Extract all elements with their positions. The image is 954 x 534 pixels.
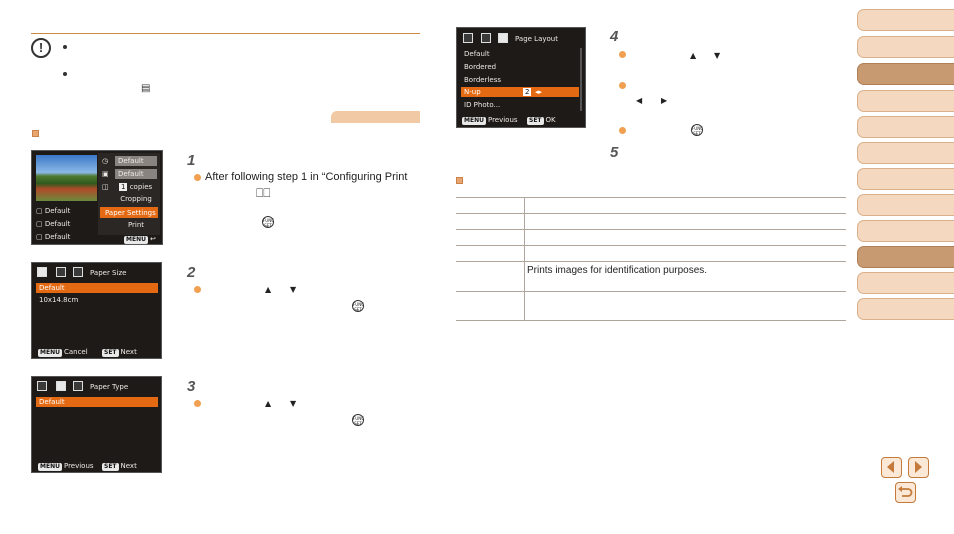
left-arrow-icon: ◀	[636, 96, 643, 105]
step-number-1: 1	[187, 152, 196, 169]
paper-size-tab-icon	[463, 33, 473, 43]
chapter-tab-8[interactable]	[857, 194, 954, 216]
step1-text: After following step 1 in “Configuring Print	[205, 171, 408, 183]
step4-bullet-2	[619, 82, 626, 89]
step-number-4: 4	[610, 28, 619, 45]
date-icon: ◷	[102, 157, 109, 165]
caution-icon: !	[31, 38, 51, 58]
menu-key: MENU	[40, 463, 60, 470]
func-set-icon: FUNC SET	[263, 218, 275, 228]
step3-bullet	[194, 400, 201, 407]
step-number-5: 5	[610, 144, 619, 161]
menu-back-key: MENU ↩	[126, 235, 156, 243]
chapter-tab-4[interactable]	[857, 90, 954, 112]
footer-next[interactable]	[102, 348, 137, 357]
option-n-up[interactable]	[461, 87, 579, 97]
up-arrow-icon: ▲	[690, 51, 697, 60]
footer-ok[interactable]	[527, 116, 556, 125]
left-setting-2: ▢ Default	[36, 220, 71, 228]
caution-bullet-1	[63, 45, 67, 49]
chevron-right-icon	[909, 458, 927, 476]
caution-rule	[31, 33, 420, 34]
footer-next[interactable]	[102, 462, 137, 471]
menu-key: MENU	[40, 349, 60, 356]
camera-screen-page-layout	[456, 27, 586, 128]
table-column-divider	[524, 197, 525, 320]
set-key: SET	[104, 349, 117, 356]
menu-paper-settings[interactable]	[100, 207, 158, 218]
n-up-value: 2	[525, 88, 530, 96]
table-rule-top	[456, 197, 846, 198]
step-number-3: 3	[187, 378, 196, 395]
table-row-id-photo-desc: Prints images for identification purposes.	[527, 265, 708, 276]
func-set-icon-2: FUNC SET	[353, 302, 365, 312]
paper-type-tab-icon	[481, 33, 491, 43]
chapter-tab-5[interactable]	[857, 116, 954, 138]
page-layout-tab-icon	[73, 267, 83, 277]
option-borderless[interactable]: Borderless	[464, 76, 502, 84]
return-icon	[896, 483, 914, 501]
setting-file[interactable]	[115, 169, 157, 179]
chapter-tab-10[interactable]	[857, 246, 954, 268]
set-key: SET	[529, 117, 542, 124]
table-rule-5	[456, 291, 846, 292]
section-tag	[331, 111, 420, 123]
func-set-icon-3: FUNC SET	[353, 416, 365, 426]
chapter-tab-7[interactable]	[857, 168, 954, 190]
up-arrow-icon: ▲	[265, 399, 272, 408]
prev-page-button[interactable]	[881, 457, 902, 478]
chapter-tab-2[interactable]	[857, 36, 954, 58]
footer-cancel[interactable]	[38, 348, 88, 357]
option-default[interactable]: Default	[36, 283, 158, 293]
footer-previous[interactable]	[462, 116, 518, 125]
step4-bullet-1	[619, 51, 626, 58]
menu-cropping[interactable]: Cropping	[120, 195, 152, 203]
up-arrow-icon: ▲	[265, 285, 272, 294]
previous-label: Previous	[487, 116, 518, 124]
chapter-tab-1[interactable]	[857, 9, 954, 31]
page-layout-tab-icon	[73, 381, 83, 391]
screen-title: Paper Size	[90, 269, 127, 277]
back-button[interactable]	[895, 482, 916, 503]
file-icon: ▣	[102, 170, 109, 178]
down-arrow-icon: ▼	[290, 399, 297, 408]
next-label: Next	[120, 462, 137, 470]
table-rule-4	[456, 261, 846, 262]
menu-print[interactable]: Print	[127, 221, 145, 229]
paper-size-tab-icon	[37, 381, 47, 391]
table-rule-2	[456, 229, 846, 230]
camera-screen-print-settings	[31, 150, 163, 245]
scrollbar[interactable]	[580, 48, 582, 111]
step-number-2: 2	[187, 264, 196, 281]
down-arrow-icon: ▼	[714, 51, 721, 60]
n-up-arrows: ◂▸	[535, 88, 543, 96]
step2-bullet	[194, 286, 201, 293]
screen-title: Page Layout	[515, 35, 558, 43]
chapter-tab-9[interactable]	[857, 220, 954, 242]
n-up-label: N-up	[464, 88, 481, 96]
section-marker-icon	[32, 130, 39, 137]
chapter-tab-3[interactable]	[857, 63, 954, 85]
step4-bullet-3	[619, 127, 626, 134]
book-icon: ⎕⎕	[256, 186, 271, 200]
menu-paper-settings-label: Paper Settings	[105, 209, 156, 217]
copies-value: 1	[121, 183, 126, 191]
table-rule-bottom	[456, 320, 846, 321]
copies-label: copies	[129, 183, 153, 191]
camera-screen-paper-size	[31, 262, 162, 359]
cancel-label: Cancel	[63, 348, 88, 356]
set-key: SET	[104, 463, 117, 470]
down-arrow-icon: ▼	[290, 285, 297, 294]
footer-previous[interactable]	[38, 462, 94, 471]
table-section-marker-icon	[456, 177, 463, 184]
copies-icon: ◫	[102, 183, 109, 191]
screen-title: Paper Type	[90, 383, 129, 391]
chevron-left-icon	[882, 458, 900, 476]
page-layout-tab-icon	[498, 33, 508, 43]
next-page-button[interactable]	[908, 457, 929, 478]
option-default[interactable]: Default	[36, 397, 158, 407]
ok-label: OK	[545, 116, 556, 124]
chapter-tab-12[interactable]	[857, 298, 954, 320]
previous-label: Previous	[63, 462, 94, 470]
right-arrow-icon: ▶	[661, 96, 668, 105]
photo-thumbnail	[36, 155, 97, 201]
camera-screen-paper-type	[31, 376, 162, 473]
next-label: Next	[120, 348, 137, 356]
option-default[interactable]: Default	[464, 50, 490, 58]
caution-bullet-2	[63, 72, 67, 76]
table-rule-1	[456, 213, 846, 214]
paper-size-tab-icon	[37, 267, 47, 277]
option-id-photo[interactable]: ID Photo...	[464, 101, 501, 109]
step1-bullet	[194, 174, 201, 181]
paper-type-tab-icon	[56, 267, 66, 277]
option-10x14-8cm[interactable]: 10x14.8cm	[39, 296, 79, 304]
table-rule-3	[456, 245, 846, 246]
option-bordered[interactable]: Bordered	[464, 63, 497, 71]
paper-type-tab-icon	[56, 381, 66, 391]
setting-date-label: Default	[118, 157, 144, 165]
setting-file-label: Default	[118, 170, 144, 178]
copies-row[interactable]	[119, 183, 152, 191]
left-setting-3: ▢ Default	[36, 233, 71, 241]
menu-key-label: MENU	[126, 236, 146, 243]
chapter-tab-6[interactable]	[857, 142, 954, 164]
left-setting-1: ▢ Default	[36, 207, 71, 215]
func-set-icon-4: FUNC SET	[692, 126, 704, 136]
menu-key: MENU	[464, 117, 484, 124]
chapter-tab-11[interactable]	[857, 272, 954, 294]
setting-date[interactable]	[115, 156, 157, 166]
layout-icon: ▤	[141, 83, 151, 94]
